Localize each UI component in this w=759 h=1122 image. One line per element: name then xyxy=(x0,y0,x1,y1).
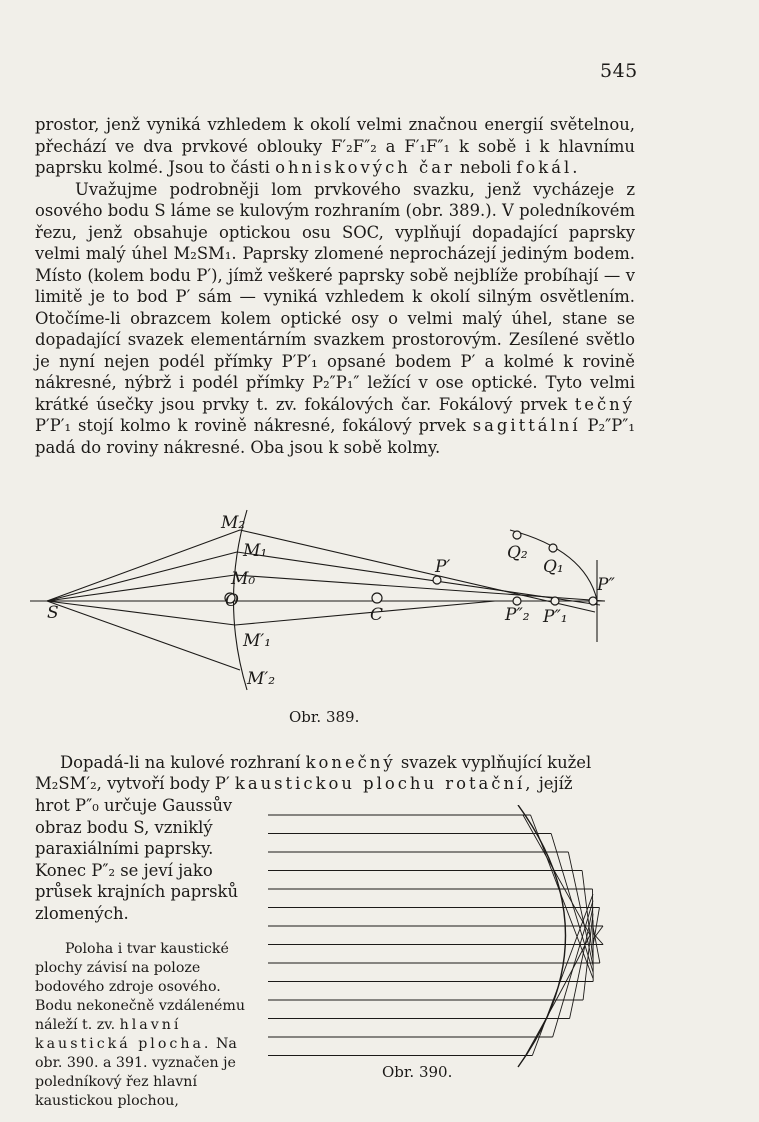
figure-389-caption: Obr. 389. xyxy=(289,708,360,726)
label-P2pp: P″₂ xyxy=(505,605,530,625)
page-number: 545 xyxy=(600,60,638,82)
label-O: O xyxy=(225,591,239,611)
ray xyxy=(47,601,240,670)
label-P-prime: P′ xyxy=(435,557,451,577)
lens-surface xyxy=(518,805,566,1067)
point-Q1 xyxy=(549,544,557,552)
paragraph-2: Uvažujme podrobněji lom prvkového svazku, jenž vycházeje z osového bodu S láme se kulovým rozhraním (obr. 389.). V poledníkovém řezu, jenž obsahuje optickou osu SOC, vyplňují dopadající paprsky velmi malý úhel M₂SM₁. Paprsky zlomené neprocházejí jediným bodem. Místo (kolem bodu P′), jímž veškeré paprsky sobě nejblíže probíhají — v limitě je to bod P′ sám — vyniká vzhledem k okolí silným osvětlením. Otočíme-li obrazcem kolem optické osy o velmi malý úhel, stane se dopadající svazek elementárním svazkem prostorovým. Zesílené světlo je nyní nejen podél přímky P′P′₁ opsané bodem P′ a kolmé k rovině nákresné, nýbrž i podél přímky P₂″P₁″ ležící v ose optické. Tyto velmi krátké úsečky jsou prvky t. zv. fokálových čar. Fokálový prvek tečný P′P′₁ stojí kolmo k rovině nákresné, fokálový prvek sagittální P₂″P″₁ padá do roviny nákresné. Oba jsou k sobě kolmy. xyxy=(35,179,635,457)
ray xyxy=(47,601,235,625)
refracted-ray xyxy=(532,894,593,1055)
label-M0: M₀ xyxy=(231,569,256,589)
figure-389 xyxy=(25,490,625,700)
point-P1pp xyxy=(551,597,559,605)
label-Q2: Q₂ xyxy=(507,543,528,563)
label-S: S xyxy=(47,603,59,623)
refracted-ray xyxy=(593,908,599,946)
point-Q2 xyxy=(513,531,521,539)
ray xyxy=(47,575,235,601)
figure-390-caption: Obr. 390. xyxy=(382,1063,453,1081)
figure-390 xyxy=(268,805,618,1075)
point-P2pp xyxy=(513,597,521,605)
ray xyxy=(47,552,237,601)
label-M2p: M′₂ xyxy=(247,669,276,689)
point-C xyxy=(372,593,382,603)
label-M2: M₂ xyxy=(221,513,246,533)
body-text-top xyxy=(35,114,635,458)
paragraph-3-line-2: M₂SM′₂, vytvoří body P′ kaustickou plochu rotační, jejíž xyxy=(35,774,573,793)
paragraph-4: Poloha i tvar kaustické plochy závisí na poloze bodového zdroje osového. Bodu nekonečně vzdálenému náleží t. zv. hlavní kaustická plocha. Na obr. 390. a 391. vyznačen je poledníkový řez hlavní kaustickou plochou, xyxy=(35,941,245,1109)
point-Ppp xyxy=(589,597,597,605)
paragraph-3-line-1: Dopadá-li na kulové rozhraní konečný svazek vyplňující kužel xyxy=(60,753,592,772)
label-M1p: M′₁ xyxy=(243,631,272,651)
label-P1pp: P″₁ xyxy=(543,607,568,627)
ray xyxy=(240,530,595,612)
label-C: C xyxy=(370,605,384,625)
label-Q1: Q₁ xyxy=(543,557,564,577)
label-M1: M₁ xyxy=(243,541,268,561)
paragraph-3-narrow: hrot P″₀ určuje Gaussův obraz bodu S, vzniklý paraxiálními paprsky. Konec P″₂ se jeví jako průsek krajních paprsků zlomených. xyxy=(35,796,238,923)
paragraph-1: prostor, jenž vyniká vzhledem k okolí velmi značnou energií světelnou, přechází ve dva prvkové oblouky F′₂F″₂ a F′₁F″₁ k sobě i k hlavnímu paprsku kolmé. Jsou to části ohniskových čar neboli fokál. xyxy=(35,115,635,177)
ray xyxy=(235,601,495,625)
label-Ppp: P″ xyxy=(597,575,615,595)
point-P-prime xyxy=(433,576,441,584)
ray xyxy=(47,530,240,601)
